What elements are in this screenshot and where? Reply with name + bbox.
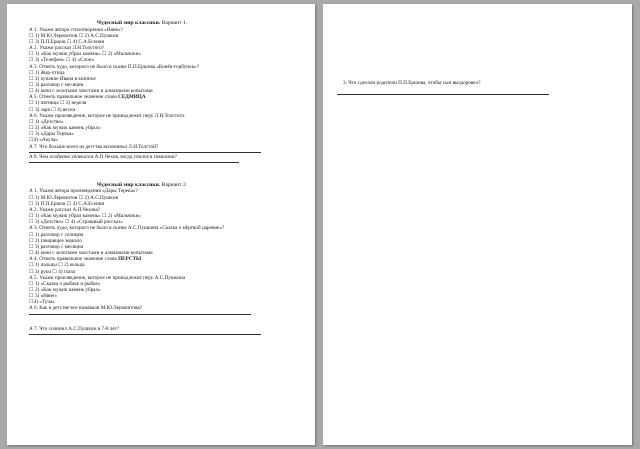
- question-line: А 1. Укажи автора произведения «Дары Терека»?: [29, 188, 138, 195]
- answer-option: ☐ 3) заря ☐ 4) весна: [29, 106, 75, 113]
- question-line: А 3. Отметь чудо, которого не было в сказке А.С.Пушкина «Сказка о мёртвой царевне»?: [29, 225, 225, 232]
- document-page-right: [323, 4, 632, 445]
- question-line: А 6. Как в детстве все называли М.Ю.Лермонтова?: [29, 305, 143, 312]
- answer-option: ☐ 3) «Дары Терека»: [29, 131, 74, 138]
- answer-option: ☐ 3) П.П.Ершов ☐ 4) С.А.Есенин: [29, 200, 105, 207]
- variant1-title-rest: Вариант 1.: [160, 20, 188, 26]
- answer-option: ☐ 1) «Детство»: [29, 118, 64, 125]
- answer-option: ☐ 4) кони с золотыми хвостами и алмазными копытами: [29, 88, 153, 95]
- answer-option: ☐ 3) разговор с месяцем: [29, 243, 84, 250]
- question-line: А 3. Отметь чудо, которого не было в сказке П.П.Ершова «Конёк-горбунок»?: [29, 63, 200, 70]
- variant1-questions: [29, 27, 303, 150]
- answer-line: [29, 314, 251, 315]
- question-line: А 5. Отметь правильное значение слова СЕДМИЦА: [29, 94, 146, 101]
- answer-option: ☐ 2) купание Ивана в кипятке: [29, 75, 96, 82]
- answer-line: [29, 162, 239, 163]
- answer-option: ☐ 2) «Как мужик камень убрал»: [29, 286, 101, 293]
- answer-option: ☐4) «Туча»: [29, 299, 55, 306]
- answer-option: ☐ 1) разговор с солнцем: [29, 231, 84, 238]
- variant1-title: [47, 20, 237, 27]
- variant2-questions: [29, 188, 303, 311]
- answer-option: ☐ 1) М.Ю.Лермонтов ☐ 2) А.С.Пушкин: [29, 32, 119, 39]
- variant1-last-question: А 8. Чем особенно увлекался А.П.Чехов, когда учился в гимназии?: [29, 153, 177, 160]
- answer-option: ☐ 1) пальцы ☐ 2) кольца: [29, 262, 85, 269]
- answer-option: ☐ 4) кони с золотыми хвостами и алмазными копытами: [29, 250, 153, 257]
- variant2-title: [47, 182, 237, 189]
- right-page-question: 3. Что сделали родители П.П.Ершова, чтобы сын выздоровел?: [343, 80, 481, 86]
- question-line: А 2. Укажи рассказ Л.Н.Толстого?: [29, 45, 105, 52]
- answer-line: [337, 94, 549, 95]
- answer-option: ☐ 1) М.Ю.Лермонтов ☐ 2) А.С.Пушкин: [29, 194, 119, 201]
- answer-option: ☐ 1) Жар-птица: [29, 69, 65, 76]
- answer-option: ☐ 1) «Сказка о рыбаке и рыбке»: [29, 280, 101, 287]
- answer-option: ☐ 3) «Телефон» ☐ 4) «Слон»: [29, 57, 95, 64]
- question-line: А 1. Укажи автора стихотворения «Няне»?: [29, 26, 123, 33]
- document-page-left: [7, 4, 315, 445]
- answer-option: ☐ 3) П.П.Ершов ☐ 4) С.А.Есенин: [29, 38, 105, 45]
- answer-option: ☐ 2) «Как мужик камень убрал»: [29, 125, 101, 132]
- question-line: А 5. Укажи произведение, которое не принадлежит перу А.С.Пушкина: [29, 274, 186, 281]
- answer-line: [29, 152, 261, 153]
- answer-option: ☐ 1) пятница ☐ 2) неделя: [29, 100, 87, 107]
- answer-option: ☐ 2) говорящее зеркало: [29, 237, 82, 244]
- answer-line: [29, 334, 261, 335]
- question-line: А 7. Что больше всего из детства вспоминал Л.Н.Толстой?: [29, 143, 159, 150]
- answer-option: ☐ 3) «Няне»: [29, 293, 57, 300]
- question-line: А 6. Укажи произведение, которое не принадлежит перу Л.Н.Толстого.: [29, 112, 186, 119]
- answer-option: ☐4) «Акула»: [29, 137, 58, 144]
- answer-option: ☐ 3) руки ☐ 4) глаза: [29, 268, 75, 275]
- variant2-last-question: А 7. Что сочинил А.С.Пушкин в 7-8 лет?: [29, 325, 120, 332]
- variant2-title-bold: Чудесный мир классики.: [96, 181, 161, 188]
- answer-option: ☐ 1) «Как мужик убрал камень» ☐ 2) «Мальчики»: [29, 213, 141, 220]
- variant1-title-bold: Чудесный мир классики.: [96, 20, 161, 26]
- question-line: А 2. Укажи рассказ А.П.Чехова?: [29, 206, 101, 213]
- answer-option: ☐ 3) «Детство» ☐ 4) «Страшный рассказ»: [29, 219, 123, 226]
- answer-option: ☐ 1) «Как мужик убрал камень» ☐ 2) «Мальчики»: [29, 51, 141, 58]
- question-line: А 4. Отметь правильное значение слова ПЕРСТЫ: [29, 256, 142, 263]
- answer-option: ☐ 3) разговор с месяцем: [29, 82, 84, 88]
- variant2-title-rest: Вариант 2.: [160, 181, 188, 188]
